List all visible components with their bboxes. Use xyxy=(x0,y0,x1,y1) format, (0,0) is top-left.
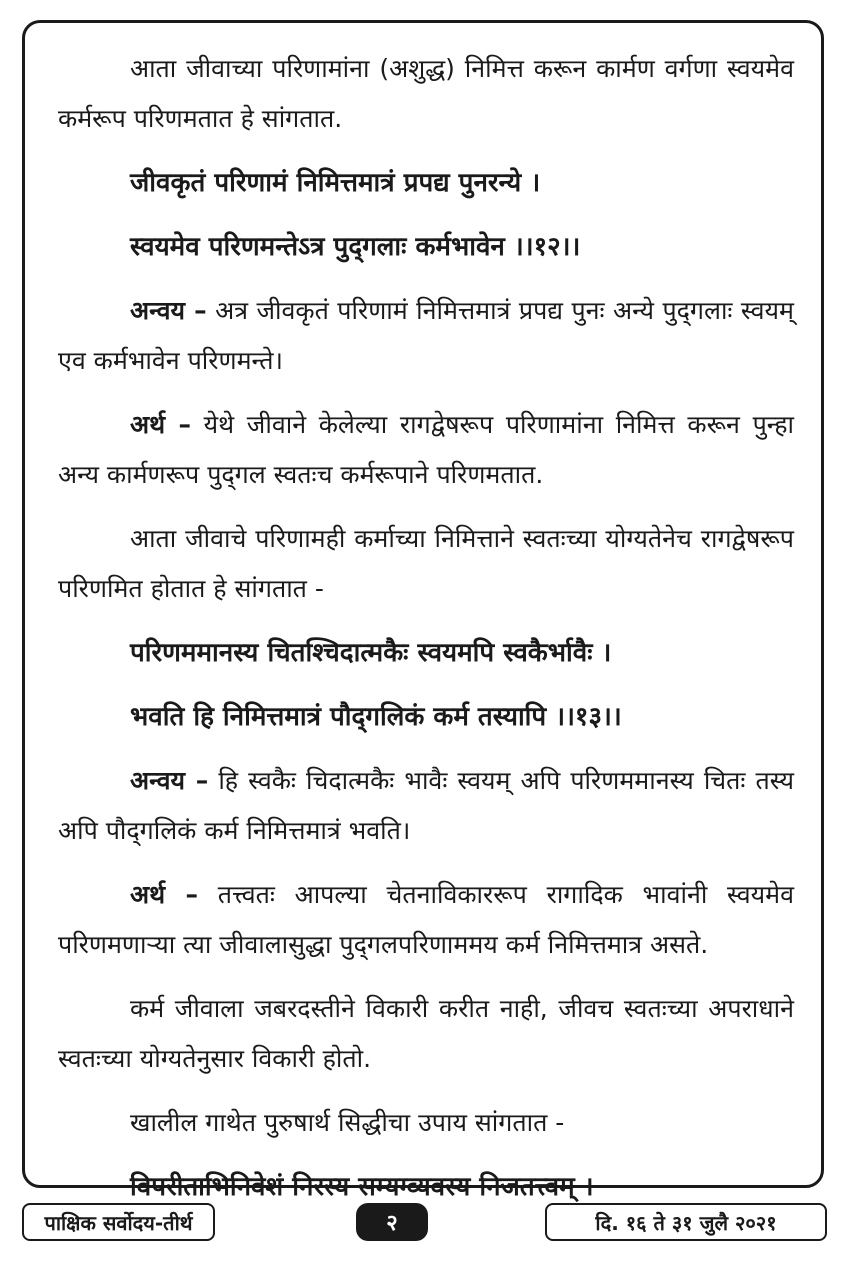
verse-12-line-1: जीवकृतं परिणामं निमित्तमात्रं प्रपद्य पुनरन्ये । xyxy=(130,168,541,198)
anvay-paragraph-2 xyxy=(58,756,794,856)
arth-text: येथे जीवाने केलेल्या रागद्वेषरूप परिणामांना निमित्त करून पुन्हा अन्य कार्मणरूप पुद्‌गल स्वतःच कर्मरूपाने परिणमतात. xyxy=(58,410,794,489)
anvay-paragraph-1 xyxy=(58,286,794,386)
intro-paragraph-2: आता जीवाचे परिणामही कर्माच्या निमित्ताने स्वतःच्या योग्यतेनेच रागद्वेषरूप परिणमित होतात हे सांगतात - xyxy=(58,524,794,603)
arth-label: अर्थ – xyxy=(130,410,191,439)
arth-paragraph-2 xyxy=(58,870,794,970)
anvay-text: हि स्वकैः चिदात्मकैः भावैः स्वयम् अपि परिणममानस्य चितः तस्य अपि पौद्‌गलिकं कर्म निमित्तमात्रं भवति। xyxy=(58,766,794,845)
page-number: २ xyxy=(356,1203,428,1241)
verse-12-line-2: स्वयमेव परिणमन्तेऽत्र पुद्‌गलाः कर्मभावेन ।।१२।। xyxy=(130,232,581,262)
page-content xyxy=(58,44,794,1226)
commentary-paragraph: कर्म जीवाला जबरदस्तीने विकारी करीत नाही, जीवच स्वतःच्या अपराधाने स्वतःच्या योग्यतेनुसार विकारी होतो. xyxy=(58,994,794,1073)
anvay-text: अत्र जीवकृतं परिणामं निमित्तमात्रं प्रपद्य पुनः अन्ये पुद्‌गलाः स्वयम् एव कर्मभावेन परिणमन्ते। xyxy=(58,296,794,375)
arth-label: अर्थ – xyxy=(130,880,199,909)
intro-paragraph-1: आता जीवाच्या परिणामांना (अशुद्ध) निमित्त करून कार्मण वर्गणा स्वयमेव कर्मरूप परिणमतात हे सांगतात. xyxy=(58,54,794,133)
intro-paragraph-3: खालील गाथेत पुरुषार्थ सिद्धीचा उपाय सांगतात - xyxy=(130,1108,565,1137)
issue-date: दि. १६ ते ३१ जुलै २०२१ xyxy=(545,1203,827,1241)
anvay-label: अन्वय – xyxy=(130,766,209,795)
arth-paragraph-1 xyxy=(58,400,794,500)
verse-13-line-1: परिणममानस्य चितश्चिदात्मकैः स्वयमपि स्वकैर्भावैः । xyxy=(130,638,612,668)
arth-text: तत्त्वतः आपल्या चेतनाविकाररूप रागादिक भावांनी स्वयमेव परिणमणाऱ्या त्या जीवालासुद्धा पुद्‌गलपरिणाममय कर्म निमित्तमात्र असते. xyxy=(58,880,794,959)
verse-13-line-2: भवति हि निमित्तमात्रं पौद्‌गलिकं कर्म तस्यापि ।।१३।। xyxy=(130,702,622,732)
anvay-label: अन्वय – xyxy=(130,296,207,325)
verse-14-line-1: विपरीताभिनिवेशं निरस्य सम्यग्व्यवस्य निजतत्त्वम् । xyxy=(130,1172,594,1202)
publication-name: पाक्षिक सर्वोदय-तीर्थ xyxy=(22,1203,215,1241)
